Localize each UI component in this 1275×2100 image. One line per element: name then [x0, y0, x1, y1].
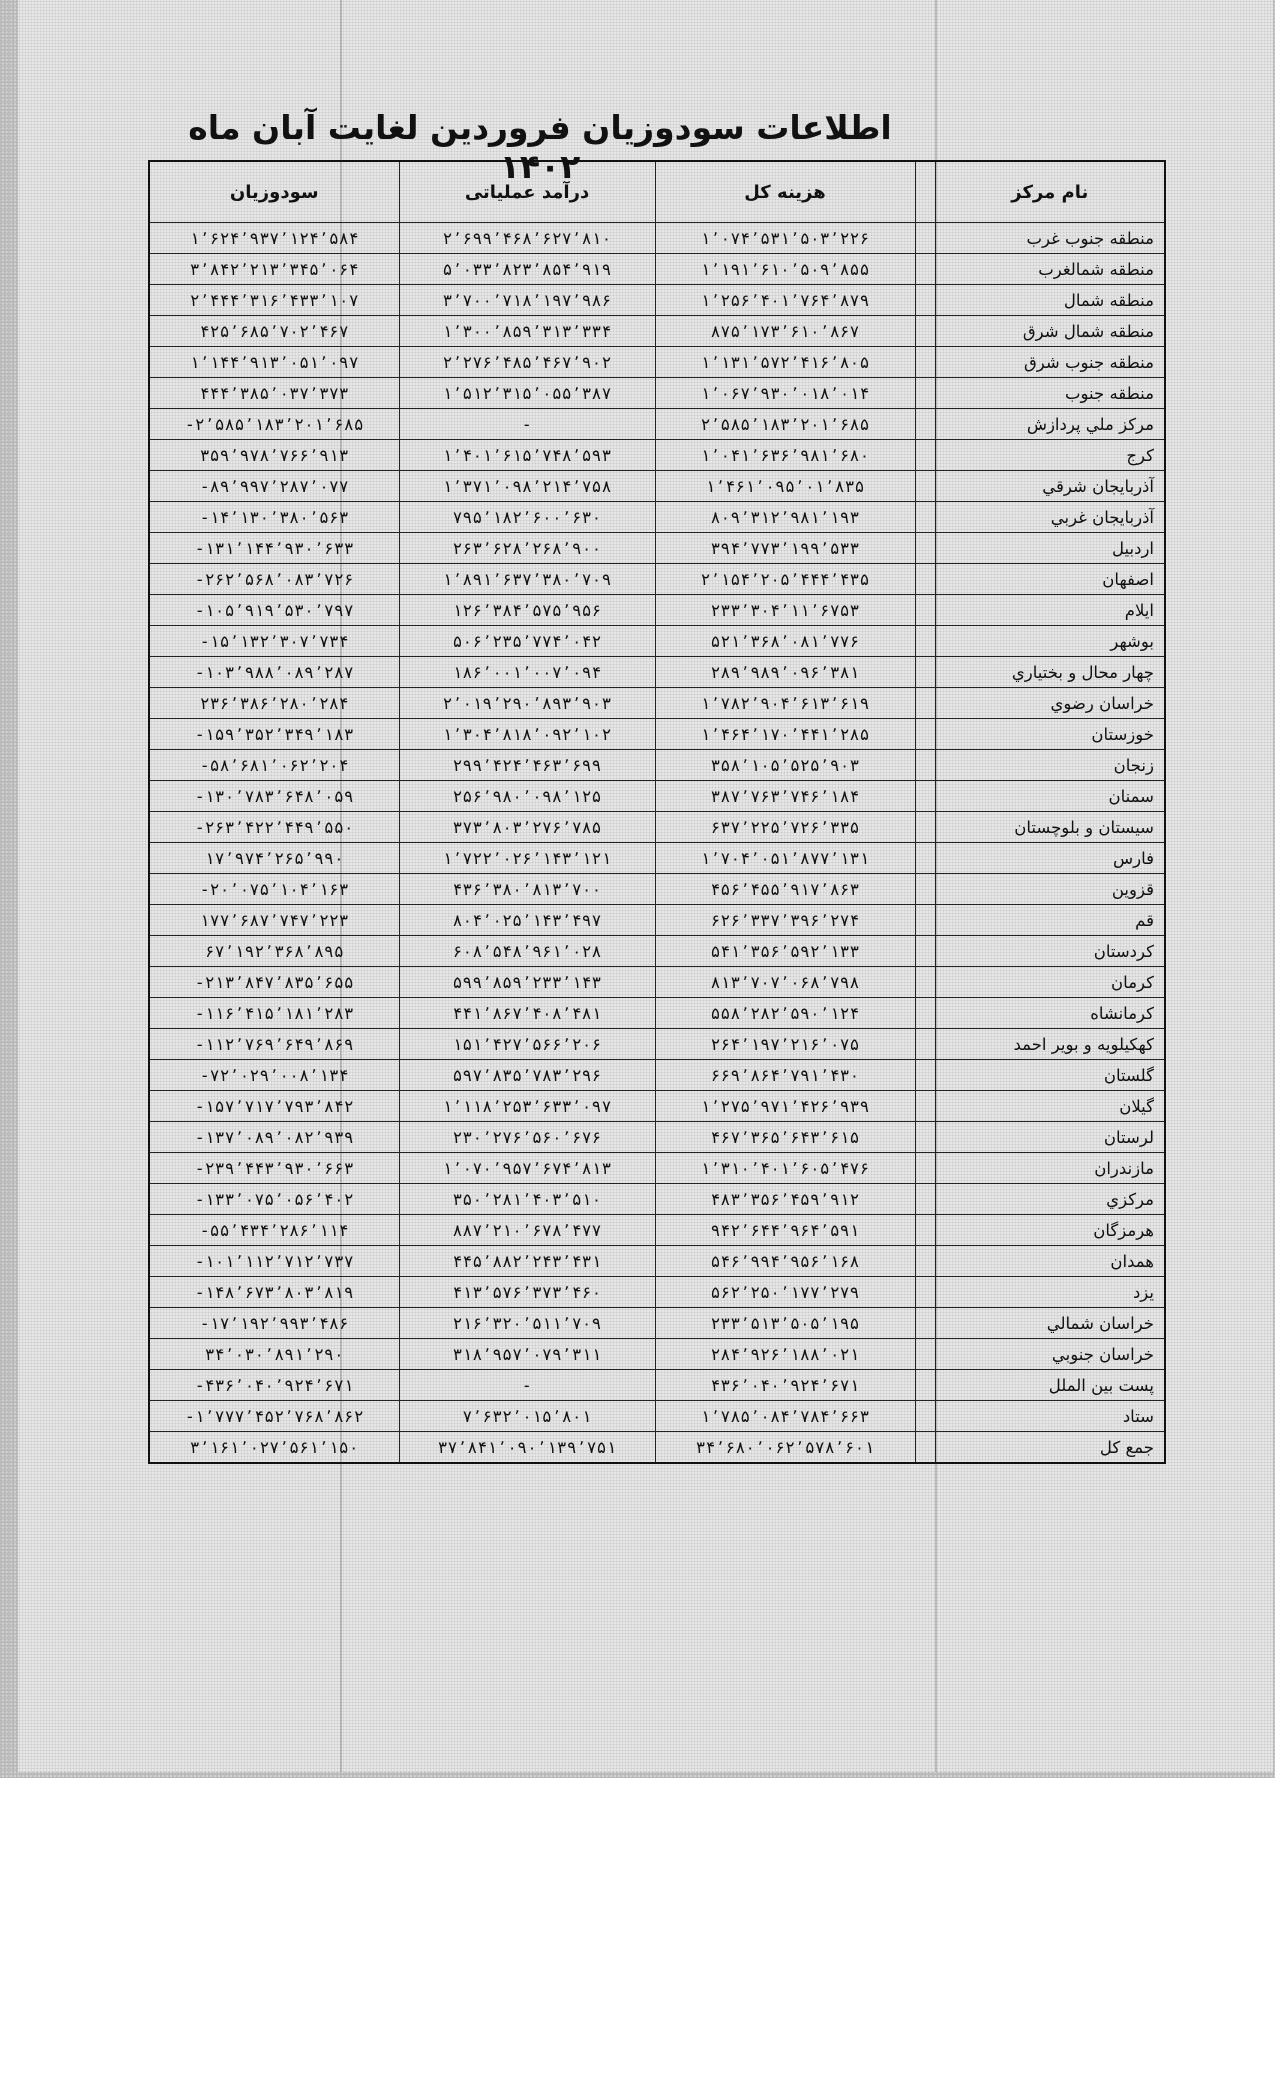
operating-revenue-cell: ۵٬۰۳۳٬۸۲۳٬۸۵۴٬۹۱۹: [399, 254, 655, 285]
header-profit-loss: سودوزیان: [149, 161, 399, 223]
operating-revenue-cell: ۱٬۱۱۸٬۲۵۳٬۶۳۳٬۰۹۷: [399, 1091, 655, 1122]
total-cost-cell: ۱٬۴۶۱٬۰۹۵٬۰۱٬۸۳۵: [655, 471, 915, 502]
operating-revenue-cell: ۱۵۱٬۴۲۷٬۵۶۶٬۲۰۶: [399, 1029, 655, 1060]
spacer-cell: [915, 657, 935, 688]
center-name-cell: فارس: [935, 843, 1165, 874]
center-name-cell: منطقه شمال شرق: [935, 316, 1165, 347]
center-name-cell: کرج: [935, 440, 1165, 471]
operating-revenue-cell: ۲۵۶٬۹۸۰٬۰۹۸٬۱۲۵: [399, 781, 655, 812]
spacer-cell: [915, 1060, 935, 1091]
spacer-cell: [915, 843, 935, 874]
total-cost-cell: ۹۴۲٬۶۴۴٬۹۶۴٬۵۹۱: [655, 1215, 915, 1246]
profit-loss-cell: ۲۶۲٬۵۶۸٬۰۸۳٬۷۲۶-: [149, 564, 399, 595]
spacer-cell: [915, 1308, 935, 1339]
profit-loss-cell: ۴۳۶٬۰۴۰٬۹۲۴٬۶۷۱-: [149, 1370, 399, 1401]
profit-loss-cell: ۱۳۱٬۱۴۴٬۹۳۰٬۶۳۳-: [149, 533, 399, 564]
profit-loss-cell: ۱۵۷٬۷۱۷٬۷۹۳٬۸۴۲-: [149, 1091, 399, 1122]
table-row: [149, 1277, 1165, 1308]
total-cost-cell: ۱٬۷۸۵٬۰۸۴٬۷۸۴٬۶۶۳: [655, 1401, 915, 1432]
center-name-cell: آذربايجان غربي: [935, 502, 1165, 533]
total-row: [149, 1432, 1165, 1464]
profit-loss-cell: ۵۵٬۴۳۴٬۲۸۶٬۱۱۴-: [149, 1215, 399, 1246]
operating-revenue-cell: ۱٬۳۰۰٬۸۵۹٬۳۱۳٬۳۳۴: [399, 316, 655, 347]
table-row: [149, 316, 1165, 347]
center-name-cell: منطقه جنوب غرب: [935, 223, 1165, 254]
operating-revenue-cell: -: [399, 1370, 655, 1401]
profit-loss-cell: ۱٬۷۷۷٬۴۵۲٬۷۶۸٬۸۶۲-: [149, 1401, 399, 1432]
spacer-cell: [915, 936, 935, 967]
profit-loss-cell: ۷۲٬۰۲۹٬۰۰۸٬۱۳۴-: [149, 1060, 399, 1091]
center-name-cell: خوزستان: [935, 719, 1165, 750]
table-row: [149, 688, 1165, 719]
header-total-cost: هزینه کل: [655, 161, 915, 223]
profit-loss-cell: ۵۸٬۶۸۱٬۰۶۲٬۲۰۴-: [149, 750, 399, 781]
spacer-cell: [915, 1401, 935, 1432]
center-name-cell: آذربايجان شرقي: [935, 471, 1165, 502]
spacer-cell: [915, 471, 935, 502]
center-name-cell: پست بين الملل: [935, 1370, 1165, 1401]
center-name-cell: منطقه شمالغرب: [935, 254, 1165, 285]
total-cost-cell: ۱٬۰۷۴٬۵۳۱٬۵۰۳٬۲۲۶: [655, 223, 915, 254]
spacer-cell: [915, 1215, 935, 1246]
document-title: اطلاعات سودوزیان فروردین لغایت آبان ماه ۱۴۰۲: [188, 108, 892, 186]
total-cost-cell: ۶۶۹٬۸۶۴٬۷۹۱٬۴۳۰: [655, 1060, 915, 1091]
operating-revenue-cell: ۳۷۳٬۸۰۳٬۲۷۶٬۷۸۵: [399, 812, 655, 843]
profit-loss-table: [148, 160, 1166, 1464]
spacer-cell: [915, 626, 935, 657]
profit-loss-cell: ۱۱۲٬۷۶۹٬۶۴۹٬۸۶۹-: [149, 1029, 399, 1060]
table-row: [149, 1091, 1165, 1122]
table-row: [149, 1153, 1165, 1184]
center-name-cell: ستاد: [935, 1401, 1165, 1432]
profit-loss-cell: ۱۰۱٬۱۱۲٬۷۱۲٬۷۳۷-: [149, 1246, 399, 1277]
operating-revenue-cell: ۱٬۵۱۲٬۳۱۵٬۰۵۵٬۳۸۷: [399, 378, 655, 409]
center-name-cell: گلستان: [935, 1060, 1165, 1091]
center-name-cell: مازندران: [935, 1153, 1165, 1184]
table-row: [149, 1370, 1165, 1401]
operating-revenue-cell: ۳۵۰٬۲۸۱٬۴۰۳٬۵۱۰: [399, 1184, 655, 1215]
operating-revenue-cell: ۱٬۸۹۱٬۶۳۷٬۳۸۰٬۷۰۹: [399, 564, 655, 595]
profit-loss-cell: ۱۳۳٬۰۷۵٬۰۵۶٬۴۰۲-: [149, 1184, 399, 1215]
profit-loss-cell: ۶۷٬۱۹۲٬۳۶۸٬۸۹۵: [149, 936, 399, 967]
operating-revenue-cell: ۸۰۴٬۰۲۵٬۱۴۳٬۴۹۷: [399, 905, 655, 936]
center-name-cell: يزد: [935, 1277, 1165, 1308]
operating-revenue-cell: ۲۶۳٬۶۲۸٬۲۶۸٬۹۰۰: [399, 533, 655, 564]
operating-revenue-cell: ۱٬۰۷۰٬۹۵۷٬۶۷۴٬۸۱۳: [399, 1153, 655, 1184]
center-name-cell: مرکز ملي پردازش: [935, 409, 1165, 440]
total-cost-cell: ۵۴۶٬۹۹۴٬۹۵۶٬۱۶۸: [655, 1246, 915, 1277]
center-name-cell: لرستان: [935, 1122, 1165, 1153]
table-row: [149, 223, 1165, 254]
center-name-cell: خراسان جنوبي: [935, 1339, 1165, 1370]
total-cost-cell: ۸۱۳٬۷۰۷٬۰۶۸٬۷۹۸: [655, 967, 915, 998]
table-row: [149, 874, 1165, 905]
center-name-cell: کهکيلويه و بوير احمد: [935, 1029, 1165, 1060]
table-row: [149, 533, 1165, 564]
total-cost-cell: ۲۶۴٬۱۹۷٬۲۱۶٬۰۷۵: [655, 1029, 915, 1060]
spacer-cell: [915, 347, 935, 378]
table-row: [149, 254, 1165, 285]
operating-revenue-cell: ۳٬۷۰۰٬۷۱۸٬۱۹۷٬۹۸۶: [399, 285, 655, 316]
operating-revenue-cell: ۳۷٬۸۴۱٬۰۹۰٬۱۳۹٬۷۵۱: [399, 1432, 655, 1464]
profit-loss-cell: ۲۱۳٬۸۴۷٬۸۳۵٬۶۵۵-: [149, 967, 399, 998]
spacer-cell: [915, 254, 935, 285]
total-cost-cell: ۳۸۷٬۷۶۳٬۷۴۶٬۱۸۴: [655, 781, 915, 812]
center-name-cell: هرمزگان: [935, 1215, 1165, 1246]
table-row: [149, 781, 1165, 812]
spacer-cell: [915, 595, 935, 626]
operating-revenue-cell: ۱۲۶٬۳۸۴٬۵۷۵٬۹۵۶: [399, 595, 655, 626]
table-row: [149, 812, 1165, 843]
operating-revenue-cell: ۲٬۲۷۶٬۴۸۵٬۴۶۷٬۹۰۲: [399, 347, 655, 378]
operating-revenue-cell: ۳۱۸٬۹۵۷٬۰۷۹٬۳۱۱: [399, 1339, 655, 1370]
total-cost-cell: ۸۷۵٬۱۷۳٬۶۱۰٬۸۶۷: [655, 316, 915, 347]
table-row: [149, 750, 1165, 781]
center-name-cell: سيستان و بلوچستان: [935, 812, 1165, 843]
operating-revenue-cell: ۱٬۷۲۲٬۰۲۶٬۱۴۳٬۱۲۱: [399, 843, 655, 874]
table-row: [149, 564, 1165, 595]
center-name-cell: اردبيل: [935, 533, 1165, 564]
profit-loss-cell: ۴۴۴٬۳۸۵٬۰۳۷٬۳۷۳: [149, 378, 399, 409]
spacer-cell: [915, 905, 935, 936]
profit-loss-cell: ۱٬۱۴۴٬۹۱۳٬۰۵۱٬۰۹۷: [149, 347, 399, 378]
center-name-cell: چهار محال و بختياري: [935, 657, 1165, 688]
spacer-cell: [915, 223, 935, 254]
operating-revenue-cell: ۴۳۶٬۳۸۰٬۸۱۳٬۷۰۰: [399, 874, 655, 905]
profit-loss-cell: ۲٬۴۴۴٬۳۱۶٬۴۳۳٬۱۰۷: [149, 285, 399, 316]
center-name-cell: جمع کل: [935, 1432, 1165, 1464]
table-row: [149, 595, 1165, 626]
total-cost-cell: ۱٬۱۳۱٬۵۷۲٬۴۱۶٬۸۰۵: [655, 347, 915, 378]
operating-revenue-cell: ۵۹۹٬۸۵۹٬۲۳۳٬۱۴۳: [399, 967, 655, 998]
profit-loss-cell: ۲٬۵۸۵٬۱۸۳٬۲۰۱٬۶۸۵-: [149, 409, 399, 440]
operating-revenue-cell: ۲٬۶۹۹٬۴۶۸٬۶۲۷٬۸۱۰: [399, 223, 655, 254]
table-row: [149, 905, 1165, 936]
spacer-cell: [915, 1184, 935, 1215]
total-cost-cell: ۳۵۸٬۱۰۵٬۵۲۵٬۹۰۳: [655, 750, 915, 781]
spacer-cell: [915, 1246, 935, 1277]
table-row: [149, 998, 1165, 1029]
table-row: [149, 1122, 1165, 1153]
spacer-cell: [915, 719, 935, 750]
profit-loss-cell: ۳۵۹٬۹۷۸٬۷۶۶٬۹۱۳: [149, 440, 399, 471]
spacer-cell: [915, 750, 935, 781]
profit-loss-cell: ۱۵۹٬۳۵۲٬۳۴۹٬۱۸۳-: [149, 719, 399, 750]
table-row: [149, 1339, 1165, 1370]
profit-loss-cell: ۱۱۶٬۴۱۵٬۱۸۱٬۲۸۳-: [149, 998, 399, 1029]
profit-loss-cell: ۱٬۶۲۴٬۹۳۷٬۱۲۴٬۵۸۴: [149, 223, 399, 254]
center-name-cell: کرمانشاه: [935, 998, 1165, 1029]
operating-revenue-cell: ۴۴۱٬۸۶۷٬۴۰۸٬۴۸۱: [399, 998, 655, 1029]
table-header-row: [149, 161, 1165, 223]
spacer-cell: [915, 1339, 935, 1370]
table-row: [149, 1029, 1165, 1060]
total-cost-cell: ۵۴۱٬۳۵۶٬۵۹۲٬۱۳۳: [655, 936, 915, 967]
spacer-cell: [915, 1432, 935, 1464]
profit-loss-cell: ۱۴٬۱۳۰٬۳۸۰٬۵۶۳-: [149, 502, 399, 533]
total-cost-cell: ۴۸۳٬۳۵۶٬۴۵۹٬۹۱۲: [655, 1184, 915, 1215]
table-body: [149, 223, 1165, 1464]
header-operating-revenue: درآمد عملیاتی: [399, 161, 655, 223]
profit-loss-cell: ۱۴۸٬۶۷۳٬۸۰۳٬۸۱۹-: [149, 1277, 399, 1308]
spacer-cell: [915, 285, 935, 316]
center-name-cell: منطقه جنوب: [935, 378, 1165, 409]
spacer-cell: [915, 1277, 935, 1308]
total-cost-cell: ۱٬۴۶۴٬۱۷۰٬۴۴۱٬۲۸۵: [655, 719, 915, 750]
spacer-cell: [915, 1122, 935, 1153]
operating-revenue-cell: ۶۰۸٬۵۴۸٬۹۶۱٬۰۲۸: [399, 936, 655, 967]
total-cost-cell: ۲۳۳٬۵۱۳٬۵۰۵٬۱۹۵: [655, 1308, 915, 1339]
operating-revenue-cell: ۱٬۳۷۱٬۰۹۸٬۲۱۴٬۷۵۸: [399, 471, 655, 502]
center-name-cell: بوشهر: [935, 626, 1165, 657]
table-row: [149, 967, 1165, 998]
profit-loss-cell: ۲۳۹٬۴۴۳٬۹۳۰٬۶۶۳-: [149, 1153, 399, 1184]
total-cost-cell: ۴۳۶٬۰۴۰٬۹۲۴٬۶۷۱: [655, 1370, 915, 1401]
profit-loss-cell: ۱۳۰٬۷۸۳٬۶۴۸٬۰۵۹-: [149, 781, 399, 812]
center-name-cell: گيلان: [935, 1091, 1165, 1122]
total-cost-cell: ۱٬۰۴۱٬۶۳۶٬۹۸۱٬۶۸۰: [655, 440, 915, 471]
table-row: [149, 1060, 1165, 1091]
center-name-cell: زنجان: [935, 750, 1165, 781]
table-row: [149, 1308, 1165, 1339]
table-row: [149, 626, 1165, 657]
table-row: [149, 1184, 1165, 1215]
table-row: [149, 1401, 1165, 1432]
spacer-cell: [915, 812, 935, 843]
total-cost-cell: ۲٬۵۸۵٬۱۸۳٬۲۰۱٬۶۸۵: [655, 409, 915, 440]
profit-loss-cell: ۱۷٬۹۷۴٬۲۶۵٬۹۹۰: [149, 843, 399, 874]
operating-revenue-cell: ۴۱۳٬۵۷۶٬۳۷۳٬۴۶۰: [399, 1277, 655, 1308]
profit-loss-cell: ۱۰۵٬۹۱۹٬۵۳۰٬۷۹۷-: [149, 595, 399, 626]
profit-loss-cell: ۱۵٬۱۳۲٬۳۰۷٬۷۳۴-: [149, 626, 399, 657]
table-row: [149, 843, 1165, 874]
profit-loss-cell: ۴۲۵٬۶۸۵٬۷۰۲٬۴۶۷: [149, 316, 399, 347]
spacer-cell: [915, 378, 935, 409]
center-name-cell: ايلام: [935, 595, 1165, 626]
total-cost-cell: ۱٬۷۰۴٬۰۵۱٬۸۷۷٬۱۳۱: [655, 843, 915, 874]
total-cost-cell: ۲۳۳٬۳۰۴٬۱۱٬۶۷۵۳: [655, 595, 915, 626]
table-row: [149, 285, 1165, 316]
spacer-cell: [915, 409, 935, 440]
center-name-cell: قزوين: [935, 874, 1165, 905]
profit-loss-cell: ۲۶۳٬۴۲۲٬۴۴۹٬۵۵۰-: [149, 812, 399, 843]
profit-loss-cell: ۱۰۳٬۹۸۸٬۰۸۹٬۲۸۷-: [149, 657, 399, 688]
operating-revenue-cell: ۴۴۵٬۸۸۲٬۲۴۳٬۴۳۱: [399, 1246, 655, 1277]
operating-revenue-cell: ۵۹۷٬۸۳۵٬۷۸۳٬۲۹۶: [399, 1060, 655, 1091]
total-cost-cell: ۱٬۰۶۷٬۹۳۰٬۰۱۸٬۰۱۴: [655, 378, 915, 409]
profit-loss-cell: ۲۰٬۰۷۵٬۱۰۴٬۱۶۳-: [149, 874, 399, 905]
total-cost-cell: ۱٬۲۵۶٬۴۰۱٬۷۶۴٬۸۷۹: [655, 285, 915, 316]
table-row: [149, 936, 1165, 967]
spacer-cell: [915, 998, 935, 1029]
spacer-cell: [915, 316, 935, 347]
total-cost-cell: ۲٬۱۵۴٬۲۰۵٬۴۴۴٬۴۳۵: [655, 564, 915, 595]
header-center-name: نام مرکز: [935, 161, 1165, 223]
spacer-cell: [915, 1029, 935, 1060]
spacer-cell: [915, 1370, 935, 1401]
table-row: [149, 1246, 1165, 1277]
table-row: [149, 719, 1165, 750]
table-row: [149, 378, 1165, 409]
spacer-cell: [915, 1091, 935, 1122]
operating-revenue-cell: ۱۸۶٬۰۰۱٬۰۰۷٬۰۹۴: [399, 657, 655, 688]
total-cost-cell: ۴۶۷٬۳۶۵٬۶۴۳٬۶۱۵: [655, 1122, 915, 1153]
total-cost-cell: ۴۵۶٬۴۵۵٬۹۱۷٬۸۶۳: [655, 874, 915, 905]
total-cost-cell: ۱٬۲۷۵٬۹۷۱٬۴۲۶٬۹۳۹: [655, 1091, 915, 1122]
total-cost-cell: ۱٬۳۱۰٬۴۰۱٬۶۰۵٬۴۷۶: [655, 1153, 915, 1184]
center-name-cell: کرمان: [935, 967, 1165, 998]
center-name-cell: خراسان شمالي: [935, 1308, 1165, 1339]
operating-revenue-cell: ۱٬۳۰۴٬۸۱۸٬۰۹۲٬۱۰۲: [399, 719, 655, 750]
operating-revenue-cell: ۱٬۴۰۱٬۶۱۵٬۷۴۸٬۵۹۳: [399, 440, 655, 471]
header-spacer: [915, 161, 935, 223]
operating-revenue-cell: ۷۹۵٬۱۸۲٬۶۰۰٬۶۳۰: [399, 502, 655, 533]
total-cost-cell: ۵۵۸٬۲۸۲٬۵۹۰٬۱۲۴: [655, 998, 915, 1029]
operating-revenue-cell: ۲۳۰٬۲۷۶٬۵۶۰٬۶۷۶: [399, 1122, 655, 1153]
total-cost-cell: ۲۸۹٬۹۸۹٬۰۹۶٬۳۸۱: [655, 657, 915, 688]
profit-loss-cell: ۲۳۶٬۳۸۶٬۲۸۰٬۲۸۴: [149, 688, 399, 719]
profit-loss-cell: ۱۳۷٬۰۸۹٬۰۸۲٬۹۳۹-: [149, 1122, 399, 1153]
profit-loss-cell: ۱۷٬۱۹۲٬۹۹۳٬۴۸۶-: [149, 1308, 399, 1339]
center-name-cell: منطقه شمال: [935, 285, 1165, 316]
total-cost-cell: ۳۹۴٬۷۷۳٬۱۹۹٬۵۳۳: [655, 533, 915, 564]
operating-revenue-cell: ۲٬۰۱۹٬۲۹۰٬۸۹۳٬۹۰۳: [399, 688, 655, 719]
center-name-cell: کردستان: [935, 936, 1165, 967]
spacer-cell: [915, 781, 935, 812]
spacer-cell: [915, 874, 935, 905]
center-name-cell: خراسان رضوي: [935, 688, 1165, 719]
total-cost-cell: ۶۲۶٬۳۳۷٬۳۹۶٬۲۷۴: [655, 905, 915, 936]
total-cost-cell: ۱٬۷۸۲٬۹۰۴٬۶۱۳٬۶۱۹: [655, 688, 915, 719]
center-name-cell: همدان: [935, 1246, 1165, 1277]
table-row: [149, 409, 1165, 440]
total-cost-cell: ۳۴٬۶۸۰٬۰۶۲٬۵۷۸٬۶۰۱: [655, 1432, 915, 1464]
spacer-cell: [915, 967, 935, 998]
profit-loss-cell: ۸۹٬۹۹۷٬۲۸۷٬۰۷۷-: [149, 471, 399, 502]
table-row: [149, 657, 1165, 688]
operating-revenue-cell: ۲۹۹٬۴۲۴٬۴۶۳٬۶۹۹: [399, 750, 655, 781]
table-row: [149, 471, 1165, 502]
spacer-cell: [915, 688, 935, 719]
spacer-cell: [915, 502, 935, 533]
table-row: [149, 347, 1165, 378]
total-cost-cell: ۵۲۱٬۳۶۸٬۰۸۱٬۷۷۶: [655, 626, 915, 657]
profit-loss-cell: ۳٬۱۶۱٬۰۲۷٬۵۶۱٬۱۵۰: [149, 1432, 399, 1464]
total-cost-cell: ۱٬۱۹۱٬۶۱۰٬۵۰۹٬۸۵۵: [655, 254, 915, 285]
center-name-cell: منطقه جنوب شرق: [935, 347, 1165, 378]
spacer-cell: [915, 440, 935, 471]
operating-revenue-cell: ۲۱۶٬۳۲۰٬۵۱۱٬۷۰۹: [399, 1308, 655, 1339]
total-cost-cell: ۵۶۲٬۲۵۰٬۱۷۷٬۲۷۹: [655, 1277, 915, 1308]
spacer-cell: [915, 564, 935, 595]
profit-loss-cell: ۳٬۸۴۲٬۲۱۳٬۳۴۵٬۰۶۴: [149, 254, 399, 285]
operating-revenue-cell: ۸۸۷٬۲۱۰٬۶۷۸٬۴۷۷: [399, 1215, 655, 1246]
total-cost-cell: ۲۸۴٬۹۲۶٬۱۸۸٬۰۲۱: [655, 1339, 915, 1370]
operating-revenue-cell: ۷٬۶۳۲٬۰۱۵٬۸۰۱: [399, 1401, 655, 1432]
profit-loss-cell: ۳۴٬۰۳۰٬۸۹۱٬۲۹۰: [149, 1339, 399, 1370]
operating-revenue-cell: ۵۰۶٬۲۳۵٬۷۷۴٬۰۴۲: [399, 626, 655, 657]
center-name-cell: اصفهان: [935, 564, 1165, 595]
table-row: [149, 1215, 1165, 1246]
spacer-cell: [915, 1153, 935, 1184]
spacer-cell: [915, 533, 935, 564]
table-row: [149, 502, 1165, 533]
center-name-cell: قم: [935, 905, 1165, 936]
total-cost-cell: ۶۳۷٬۲۲۵٬۷۲۶٬۳۳۵: [655, 812, 915, 843]
operating-revenue-cell: -: [399, 409, 655, 440]
center-name-cell: مرکزي: [935, 1184, 1165, 1215]
total-cost-cell: ۸۰۹٬۳۱۲٬۹۸۱٬۱۹۳: [655, 502, 915, 533]
center-name-cell: سمنان: [935, 781, 1165, 812]
table-row: [149, 440, 1165, 471]
profit-loss-cell: ۱۷۷٬۶۸۷٬۷۴۷٬۲۲۳: [149, 905, 399, 936]
